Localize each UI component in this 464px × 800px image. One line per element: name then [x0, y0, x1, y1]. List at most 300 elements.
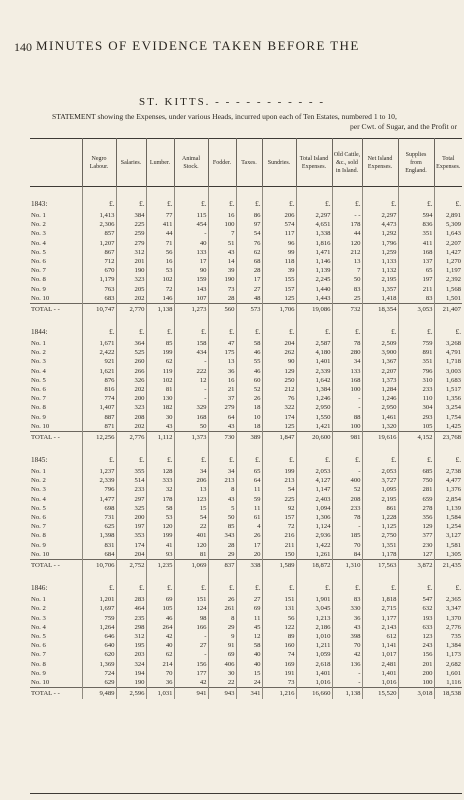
table-cell: 732 [332, 304, 362, 316]
table-cell: £. [174, 325, 208, 339]
table-cell: 9 [208, 632, 236, 641]
table-cell: £. [398, 325, 434, 339]
table-cell: 1,357 [362, 285, 398, 294]
table-cell: 304 [398, 403, 434, 412]
table-body [30, 187, 462, 700]
table-cell: 1,246 [296, 394, 332, 403]
table-cell: No. 4 [31, 495, 46, 503]
table-cell: 212 [332, 248, 362, 257]
table-cell: 72 [262, 522, 296, 531]
table-cell: 2,297 [296, 211, 332, 220]
table-cell: 208 [116, 413, 146, 422]
table-cell: 333 [146, 476, 174, 485]
table-cell: 177 [174, 669, 208, 678]
table-cell: 28 [236, 266, 262, 275]
table-cell: £. [116, 325, 146, 339]
table-cell: 1,310 [332, 560, 362, 572]
table-cell: No. 5 [31, 248, 46, 256]
table-cell: 398 [332, 632, 362, 641]
table-cell: - [332, 522, 362, 531]
table-cell: 36 [146, 678, 174, 688]
table-cell: 264 [146, 623, 174, 632]
table-cell: 36 [332, 614, 362, 623]
expenses-table-wrap [30, 138, 462, 699]
table-cell: 43 [332, 623, 362, 632]
table-cell: 2,186 [296, 623, 332, 632]
table-cell: 102 [146, 376, 174, 385]
estate-row [30, 495, 462, 504]
table-cell: 1,139 [296, 266, 332, 275]
table-cell: 27 [174, 641, 208, 650]
table-cell: 1843: [31, 200, 48, 208]
table-cell: No. 1 [31, 468, 46, 476]
table-cell: 712 [82, 257, 116, 266]
table-cell: £. [208, 197, 236, 211]
table-cell: 1,384 [434, 641, 462, 650]
table-cell: No. 1 [31, 212, 46, 219]
table-cell: 279 [116, 239, 146, 248]
table-cell: 1,901 [296, 595, 332, 604]
table-cell: 1,201 [82, 595, 116, 604]
table-cell: 98 [174, 614, 208, 623]
table-cell: 1,370 [434, 614, 462, 623]
table-cell: 2,392 [434, 275, 462, 284]
section-title: ST. KITTS. - - - - - - - - - - - [139, 96, 325, 108]
table-cell: 324 [116, 660, 146, 669]
table-cell: 208 [332, 495, 362, 504]
table-cell: 2,207 [434, 239, 462, 248]
table-cell: No. 8 [31, 660, 46, 668]
table-cell: 921 [82, 357, 116, 366]
table-cell: 1,376 [434, 485, 462, 494]
statement-line-1: STATEMENT showing the Expenses, under various Heads, incurred upon each of Ten Estates, numbered 1 to 10, [52, 112, 397, 121]
table-cell: 42 [332, 650, 362, 659]
table-cell: 58 [236, 641, 262, 650]
estate-row [30, 413, 462, 422]
table-cell: 312 [116, 248, 146, 257]
estate-row [30, 641, 462, 650]
table-cell: 2,195 [362, 275, 398, 284]
table-cell: TOTAL - - [30, 560, 82, 572]
table-cell: 1,443 [296, 294, 332, 304]
estate-row [30, 357, 462, 366]
table-cell: 18 [236, 403, 262, 412]
table-cell: 89 [262, 632, 296, 641]
table-cell: 40 [236, 660, 262, 669]
estate-row [30, 348, 462, 357]
table-cell: 8 [208, 614, 236, 623]
table-cell [30, 571, 82, 581]
table-cell: 1,138 [146, 304, 174, 316]
table-cell: 1,413 [82, 211, 116, 220]
table-cell: 1,197 [434, 266, 462, 275]
table-cell: 1,016 [362, 678, 398, 688]
table-cell: 351 [398, 357, 434, 366]
estate-row [30, 294, 462, 304]
table-cell: - [174, 229, 208, 238]
table-cell: 206 [174, 476, 208, 485]
estate-row [30, 485, 462, 494]
table-cell: No. 4 [31, 367, 46, 375]
table-cell: 1,601 [434, 669, 462, 678]
estate-row [30, 376, 462, 385]
table-cell: 4 [236, 522, 262, 531]
table-cell: 2,596 [116, 688, 146, 700]
table-cell: 91 [208, 641, 236, 650]
table-cell: 329 [174, 403, 208, 412]
table-cell: 43 [146, 422, 174, 432]
table-cell: 836 [398, 220, 434, 229]
table-cell: No. 6 [31, 258, 46, 266]
table-cell: 46 [236, 367, 262, 376]
table-cell [262, 315, 296, 325]
table-cell: 230 [398, 541, 434, 550]
table-cell [434, 315, 462, 325]
table-cell: 34 [208, 467, 236, 476]
table-cell: 50 [208, 513, 236, 522]
table-cell: 698 [82, 504, 116, 513]
table-cell: 1,031 [146, 688, 174, 700]
table-cell: 29 [208, 550, 236, 560]
table-cell: 123 [398, 632, 434, 641]
table-cell: No. 6 [31, 386, 46, 394]
table-cell: 137 [398, 257, 434, 266]
table-cell: 50 [174, 422, 208, 432]
table-cell: 191 [262, 669, 296, 678]
table-cell [398, 443, 434, 453]
table-cell: £. [82, 325, 116, 339]
table-cell: 5,309 [434, 220, 462, 229]
table-cell: - [332, 467, 362, 476]
table-cell: £. [262, 581, 296, 595]
table-cell: 1,254 [434, 522, 462, 531]
table-cell: 1,178 [362, 550, 398, 560]
table-cell: 1,138 [332, 688, 362, 700]
table-cell: 76 [236, 239, 262, 248]
table-cell: 69 [146, 595, 174, 604]
table-cell: 4,180 [296, 348, 332, 357]
table-cell: 1,139 [434, 504, 462, 513]
table-cell: 4,152 [398, 432, 434, 444]
table-cell: 199 [146, 531, 174, 540]
table-cell: 129 [262, 367, 296, 376]
year-row [30, 197, 462, 211]
table-cell: 225 [262, 495, 296, 504]
table-cell: 464 [116, 604, 146, 613]
table-cell: 857 [82, 229, 116, 238]
table-cell: 24 [236, 678, 262, 688]
table-cell: 133 [174, 248, 208, 257]
estate-row [30, 367, 462, 376]
table-cell: 61 [236, 513, 262, 522]
table-cell: 211 [398, 285, 434, 294]
table-cell: 21,435 [434, 560, 462, 572]
table-cell: 26 [208, 595, 236, 604]
table-cell: 65 [236, 467, 262, 476]
table-cell: 130 [146, 394, 174, 403]
table-cell: 325 [116, 504, 146, 513]
table-cell: 4,651 [296, 220, 332, 229]
table-cell [174, 443, 208, 453]
table-cell: £. [262, 197, 296, 211]
table-cell: 1,568 [434, 285, 462, 294]
table-cell: 23,768 [434, 432, 462, 444]
table-cell: No. 8 [31, 404, 46, 412]
table-cell: 861 [362, 504, 398, 513]
table-cell: £. [362, 453, 398, 467]
table-cell: 9,489 [82, 688, 116, 700]
table-cell: 4,791 [434, 348, 462, 357]
table-cell: 1,273 [174, 304, 208, 316]
table-cell: 65 [398, 266, 434, 275]
table-cell: £. [146, 453, 174, 467]
table-cell: 3,018 [398, 688, 434, 700]
table-cell: - - [332, 211, 362, 220]
table-cell: 1,069 [174, 560, 208, 572]
table-cell: 62 [236, 248, 262, 257]
table-cell: 100 [332, 422, 362, 432]
table-cell: 1,177 [362, 614, 398, 623]
table-cell: 19,086 [296, 304, 332, 316]
table-cell: No. 2 [31, 605, 46, 613]
table-cell: 3,727 [362, 476, 398, 485]
table-cell: 1,338 [296, 229, 332, 238]
table-cell: 1,407 [82, 403, 116, 412]
table-cell: 81 [146, 385, 174, 394]
table-cell: 730 [208, 432, 236, 444]
table-cell: 330 [332, 604, 362, 613]
table-cell [362, 443, 398, 453]
table-cell: 190 [116, 266, 146, 275]
table-cell [236, 315, 262, 325]
table-cell: 211 [262, 541, 296, 550]
spacer-row [30, 187, 462, 198]
table-cell: 1,671 [82, 339, 116, 348]
estate-row [30, 632, 462, 641]
table-cell [174, 315, 208, 325]
estate-row [30, 669, 462, 678]
table-cell: 389 [236, 432, 262, 444]
table-cell: £. [236, 453, 262, 467]
table-cell: 1,133 [362, 257, 398, 266]
page-number: 140 [14, 40, 32, 54]
table-cell: 178 [146, 495, 174, 504]
table-cell: 216 [262, 531, 296, 540]
table-cell: 13 [332, 257, 362, 266]
table-cell [332, 315, 362, 325]
table-cell: 64 [236, 476, 262, 485]
table-cell: 1,422 [296, 541, 332, 550]
table-cell: 525 [116, 348, 146, 357]
table-cell: 84 [332, 550, 362, 560]
table-cell: 2,481 [362, 660, 398, 669]
table-cell: No. 7 [31, 395, 46, 403]
table-cell [332, 443, 362, 453]
table-cell [208, 571, 236, 581]
table-cell [82, 443, 116, 453]
table-cell: 1,235 [146, 560, 174, 572]
table-cell: 85 [146, 339, 174, 348]
table-cell: 384 [116, 211, 146, 220]
total-row [30, 304, 462, 316]
table-cell: 17,563 [362, 560, 398, 572]
table-cell: 1,010 [296, 632, 332, 641]
table-cell: 11 [236, 504, 262, 513]
table-cell [332, 571, 362, 581]
column-header: Sundries. [262, 139, 296, 187]
table-cell: 1,706 [262, 304, 296, 316]
table-cell: 157 [262, 285, 296, 294]
table-cell: 2,891 [434, 211, 462, 220]
table-cell [398, 571, 434, 581]
table-cell [362, 187, 398, 198]
table-cell: TOTAL - - [30, 432, 82, 444]
table-cell: 355 [116, 467, 146, 476]
table-cell: 156 [398, 650, 434, 659]
table-cell: 1,384 [296, 385, 332, 394]
table-cell: 1,211 [296, 641, 332, 650]
table-cell: 1,683 [434, 376, 462, 385]
table-cell: 169 [262, 660, 296, 669]
table-cell: 69 [208, 650, 236, 659]
table-cell: 26 [236, 394, 262, 403]
table-cell: 174 [116, 541, 146, 550]
table-cell: 174 [262, 413, 296, 422]
table-cell: 341 [236, 688, 262, 700]
table-cell [332, 187, 362, 198]
table-cell: 1,517 [434, 385, 462, 394]
table-cell [30, 187, 82, 198]
table-cell: No. 6 [31, 642, 46, 650]
table-cell: 735 [434, 632, 462, 641]
table-cell: 266 [116, 367, 146, 376]
table-cell: 233 [332, 504, 362, 513]
table-cell: 2,306 [82, 220, 116, 229]
table-cell: 64 [208, 413, 236, 422]
table-cell: 1,094 [296, 504, 332, 513]
table-cell: 763 [82, 285, 116, 294]
table-cell: 1,095 [362, 485, 398, 494]
estate-row [30, 550, 462, 560]
table-cell: 54 [174, 513, 208, 522]
table-cell: 356 [398, 513, 434, 522]
table-cell: 2,207 [362, 367, 398, 376]
table-cell: 364 [116, 339, 146, 348]
table-cell: 243 [398, 641, 434, 650]
table-cell: 204 [116, 550, 146, 560]
table-cell: 90 [174, 266, 208, 275]
table-cell [362, 315, 398, 325]
estate-row [30, 531, 462, 540]
table-cell: 7 [208, 229, 236, 238]
table-cell: 10 [236, 413, 262, 422]
table-cell: 68 [236, 257, 262, 266]
table-cell: 310 [398, 376, 434, 385]
table-cell: 1,796 [362, 239, 398, 248]
table-cell: 136 [332, 660, 362, 669]
table-cell: 1,581 [434, 541, 462, 550]
table-cell: 133 [332, 367, 362, 376]
estate-row [30, 476, 462, 485]
table-cell: 981 [332, 432, 362, 444]
table-cell: 128 [146, 467, 174, 476]
table-cell: 1,305 [434, 550, 462, 560]
table-cell: No. 10 [31, 422, 50, 430]
table-cell: 1,351 [362, 541, 398, 550]
table-cell: £. [434, 581, 462, 595]
table-cell: 12 [236, 632, 262, 641]
table-cell: 2,245 [296, 275, 332, 284]
table-cell: 2,752 [116, 560, 146, 572]
table-cell: 122 [262, 623, 296, 632]
table-cell [146, 443, 174, 453]
table-cell: - [332, 394, 362, 403]
table-cell: 83 [398, 294, 434, 304]
table-cell: 200 [398, 669, 434, 678]
table-cell: 1,213 [296, 614, 332, 623]
table-cell: 750 [398, 476, 434, 485]
table-cell: No. 4 [31, 239, 46, 247]
table-cell: 30 [146, 413, 174, 422]
table-cell [296, 571, 332, 581]
table-cell: 100 [398, 678, 434, 688]
table-cell: 18,872 [296, 560, 332, 572]
table-cell: 119 [146, 367, 174, 376]
table-cell: 56 [262, 614, 296, 623]
table-cell: No. 9 [31, 413, 46, 421]
table-cell: £. [362, 325, 398, 339]
table-cell: £. [208, 325, 236, 339]
table-cell: 200 [116, 513, 146, 522]
table-cell: 214 [146, 660, 174, 669]
table-cell: 71 [146, 239, 174, 248]
table-cell: 25 [332, 294, 362, 304]
table-cell: £. [82, 197, 116, 211]
table-cell [398, 315, 434, 325]
table-cell: 326 [116, 376, 146, 385]
table-cell: 1,259 [362, 248, 398, 257]
table-cell: 120 [332, 239, 362, 248]
table-cell: 16 [208, 376, 236, 385]
table-cell: 1,818 [362, 595, 398, 604]
table-cell: 32 [146, 485, 174, 494]
table-cell: 1,173 [434, 650, 462, 659]
table-cell [82, 571, 116, 581]
table-cell: 1,246 [362, 394, 398, 403]
table-cell: 203 [116, 650, 146, 659]
table-cell: 175 [208, 348, 236, 357]
table-cell: 1,367 [362, 357, 398, 366]
table-cell [146, 315, 174, 325]
table-cell: 10,706 [82, 560, 116, 572]
table-cell: 887 [82, 413, 116, 422]
table-cell: £. [332, 453, 362, 467]
table-cell: 298 [116, 623, 146, 632]
estate-row [30, 623, 462, 632]
table-cell: - [332, 678, 362, 688]
column-header: Fodder. [208, 139, 236, 187]
table-cell: 867 [82, 248, 116, 257]
table-cell: 2,509 [362, 339, 398, 348]
table-cell: 120 [174, 541, 208, 550]
table-cell: £. [434, 325, 462, 339]
table-cell: 42 [146, 632, 174, 641]
table-cell: 17 [174, 257, 208, 266]
table-cell: 156 [174, 660, 208, 669]
table-cell: 14 [208, 257, 236, 266]
table-cell: 40 [236, 650, 262, 659]
table-cell: 157 [262, 513, 296, 522]
